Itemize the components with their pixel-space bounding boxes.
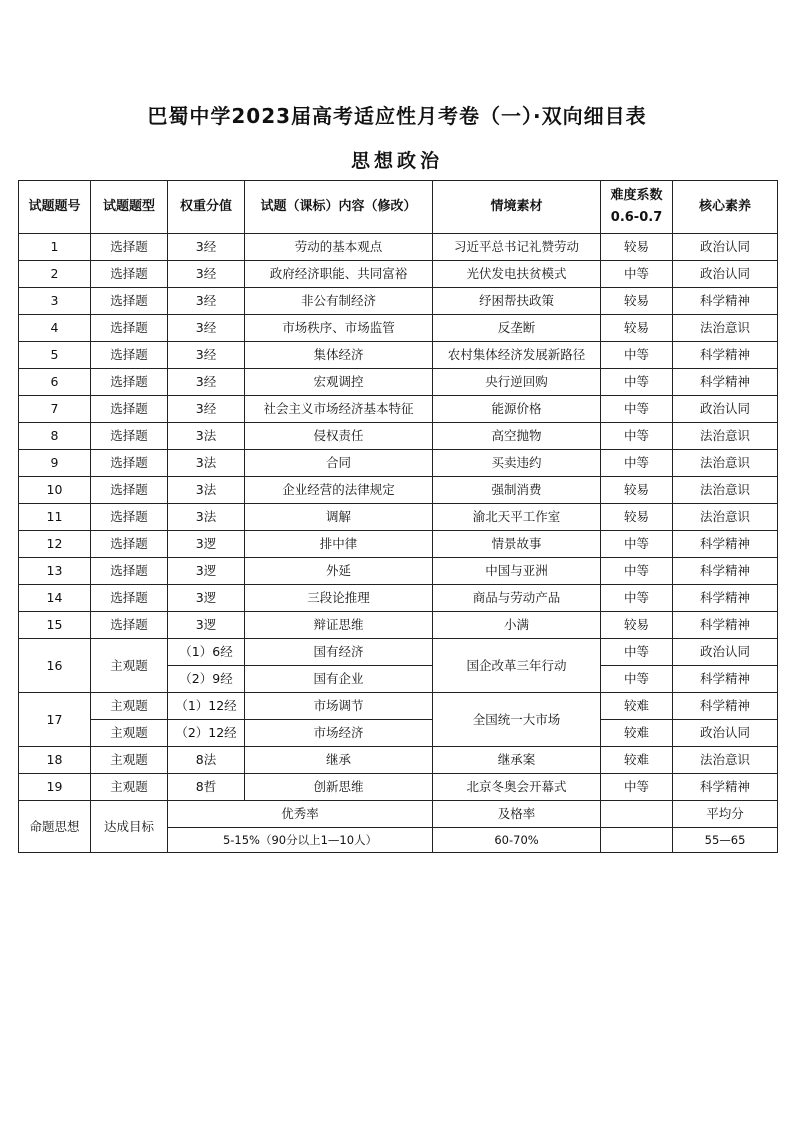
table-row xyxy=(19,558,778,585)
footer-pass-label: 及格率 xyxy=(433,801,601,828)
footer-pass-value: 60-70% xyxy=(433,828,601,853)
cell-question-no: 8 xyxy=(19,423,91,450)
cell-question-no: 17 xyxy=(19,693,91,747)
table-row xyxy=(19,747,778,774)
cell-weight: 3法 xyxy=(168,423,245,450)
cell-question-no: 12 xyxy=(19,531,91,558)
cell-question-no: 13 xyxy=(19,558,91,585)
cell-weight: 8哲 xyxy=(168,774,245,801)
cell-weight: 3逻 xyxy=(168,558,245,585)
cell-weight: 3经 xyxy=(168,369,245,396)
cell-context: 反垄断 xyxy=(433,315,601,342)
cell-question-type: 选择题 xyxy=(91,261,168,288)
table-row xyxy=(19,477,778,504)
cell-literacy: 法治意识 xyxy=(673,450,778,477)
cell-question-no: 19 xyxy=(19,774,91,801)
header-difficulty-label: 难度系数 xyxy=(610,188,663,203)
cell-weight: 3逻 xyxy=(168,612,245,639)
cell-question-no: 2 xyxy=(19,261,91,288)
table-body xyxy=(19,234,778,853)
cell-difficulty: 较易 xyxy=(601,504,673,531)
cell-difficulty: 较难 xyxy=(601,693,673,720)
cell-content: 调解 xyxy=(245,504,433,531)
cell-content: 排中律 xyxy=(245,531,433,558)
footer-avg-label: 平均分 xyxy=(673,801,778,828)
cell-difficulty: 中等 xyxy=(601,531,673,558)
cell-weight: 8法 xyxy=(168,747,245,774)
cell-difficulty: 中等 xyxy=(601,639,673,666)
cell-content: 国有经济 xyxy=(245,639,433,666)
header-question-no: 试题题号 xyxy=(19,181,91,234)
document-subtitle: 思想政治 xyxy=(350,150,443,172)
cell-literacy: 政治认同 xyxy=(673,396,778,423)
cell-literacy: 法治意识 xyxy=(673,504,778,531)
cell-context: 情景故事 xyxy=(433,531,601,558)
cell-context: 习近平总书记礼赞劳动 xyxy=(433,234,601,261)
cell-difficulty: 中等 xyxy=(601,369,673,396)
cell-question-type: 选择题 xyxy=(91,234,168,261)
footer-goal: 达成目标 xyxy=(91,801,168,853)
header-weight: 权重分值 xyxy=(168,181,245,234)
cell-weight: 3经 xyxy=(168,288,245,315)
table-row xyxy=(19,369,778,396)
cell-literacy: 法治意识 xyxy=(673,477,778,504)
cell-content: 外延 xyxy=(245,558,433,585)
cell-literacy: 科学精神 xyxy=(673,612,778,639)
cell-weight: （2）9经 xyxy=(168,666,245,693)
cell-question-type: 选择题 xyxy=(91,585,168,612)
cell-context: 继承案 xyxy=(433,747,601,774)
cell-context: 农村集体经济发展新路径 xyxy=(433,342,601,369)
cell-difficulty: 中等 xyxy=(601,342,673,369)
cell-weight: 3法 xyxy=(168,504,245,531)
cell-literacy: 法治意识 xyxy=(673,315,778,342)
table-row xyxy=(19,234,778,261)
header-difficulty-range: 0.6-0.7 xyxy=(610,210,663,225)
table-row xyxy=(19,288,778,315)
document-title: 巴蜀中学2023届高考适应性月考卷（一）·双向细目表 xyxy=(147,104,647,128)
specification-table xyxy=(18,180,778,853)
header-difficulty xyxy=(601,181,673,234)
header-context: 情境素材 xyxy=(433,181,601,234)
cell-difficulty: 中等 xyxy=(601,585,673,612)
cell-question-type: 选择题 xyxy=(91,504,168,531)
table-row xyxy=(19,639,778,666)
cell-question-type: 主观题 xyxy=(91,747,168,774)
cell-literacy: 科学精神 xyxy=(673,531,778,558)
cell-content: 侵权责任 xyxy=(245,423,433,450)
cell-question-no: 1 xyxy=(19,234,91,261)
table-row xyxy=(19,612,778,639)
cell-difficulty: 较易 xyxy=(601,612,673,639)
cell-difficulty: 中等 xyxy=(601,774,673,801)
cell-literacy: 科学精神 xyxy=(673,585,778,612)
cell-context: 国企改革三年行动 xyxy=(433,639,601,693)
cell-content: 国有企业 xyxy=(245,666,433,693)
cell-question-no: 14 xyxy=(19,585,91,612)
cell-question-no: 15 xyxy=(19,612,91,639)
cell-literacy: 科学精神 xyxy=(673,774,778,801)
cell-weight: （2）12经 xyxy=(168,720,245,747)
cell-context: 纾困帮扶政策 xyxy=(433,288,601,315)
cell-question-no: 7 xyxy=(19,396,91,423)
cell-difficulty: 较易 xyxy=(601,315,673,342)
cell-question-type: 选择题 xyxy=(91,342,168,369)
cell-question-no: 10 xyxy=(19,477,91,504)
cell-question-type: 选择题 xyxy=(91,612,168,639)
cell-question-no: 4 xyxy=(19,315,91,342)
cell-difficulty: 中等 xyxy=(601,450,673,477)
cell-literacy: 政治认同 xyxy=(673,234,778,261)
footer-row-labels xyxy=(19,801,778,828)
cell-context: 光伏发电扶贫模式 xyxy=(433,261,601,288)
cell-question-no: 18 xyxy=(19,747,91,774)
cell-literacy: 科学精神 xyxy=(673,666,778,693)
cell-question-type: 主观题 xyxy=(91,693,168,720)
cell-context: 强制消费 xyxy=(433,477,601,504)
cell-context: 高空抛物 xyxy=(433,423,601,450)
cell-content: 非公有制经济 xyxy=(245,288,433,315)
table-row xyxy=(19,315,778,342)
cell-question-no: 9 xyxy=(19,450,91,477)
cell-content: 市场经济 xyxy=(245,720,433,747)
cell-difficulty: 中等 xyxy=(601,423,673,450)
cell-content: 创新思维 xyxy=(245,774,433,801)
cell-weight: 3经 xyxy=(168,261,245,288)
cell-question-type: 选择题 xyxy=(91,423,168,450)
cell-weight: 3逻 xyxy=(168,585,245,612)
cell-content: 宏观调控 xyxy=(245,369,433,396)
cell-content: 社会主义市场经济基本特征 xyxy=(245,396,433,423)
table-row xyxy=(19,693,778,720)
cell-content: 合同 xyxy=(245,450,433,477)
cell-difficulty: 较易 xyxy=(601,288,673,315)
cell-question-no: 5 xyxy=(19,342,91,369)
cell-weight: 3经 xyxy=(168,396,245,423)
cell-weight: 3经 xyxy=(168,234,245,261)
table-row xyxy=(19,720,778,747)
cell-question-type: 选择题 xyxy=(91,396,168,423)
cell-literacy: 政治认同 xyxy=(673,720,778,747)
footer-avg-value: 55—65 xyxy=(673,828,778,853)
cell-question-type: 主观题 xyxy=(91,639,168,693)
cell-content: 辩证思维 xyxy=(245,612,433,639)
cell-question-type: 选择题 xyxy=(91,369,168,396)
footer-excellent-label: 优秀率 xyxy=(168,801,433,828)
cell-context: 中国与亚洲 xyxy=(433,558,601,585)
cell-question-no: 6 xyxy=(19,369,91,396)
cell-weight: 3法 xyxy=(168,450,245,477)
cell-context: 买卖违约 xyxy=(433,450,601,477)
header-literacy: 核心素养 xyxy=(673,181,778,234)
cell-literacy: 政治认同 xyxy=(673,261,778,288)
cell-difficulty: 中等 xyxy=(601,396,673,423)
cell-weight: 3法 xyxy=(168,477,245,504)
cell-literacy: 科学精神 xyxy=(673,369,778,396)
cell-literacy: 法治意识 xyxy=(673,423,778,450)
cell-content: 市场秩序、市场监管 xyxy=(245,315,433,342)
cell-context: 商品与劳动产品 xyxy=(433,585,601,612)
cell-question-type: 主观题 xyxy=(91,720,168,747)
cell-literacy: 法治意识 xyxy=(673,747,778,774)
cell-difficulty: 较易 xyxy=(601,234,673,261)
footer-label: 命题思想 xyxy=(19,801,91,853)
cell-difficulty: 中等 xyxy=(601,666,673,693)
cell-literacy: 科学精神 xyxy=(673,342,778,369)
cell-difficulty: 较难 xyxy=(601,747,673,774)
cell-context: 能源价格 xyxy=(433,396,601,423)
cell-question-type: 选择题 xyxy=(91,450,168,477)
table-row xyxy=(19,396,778,423)
cell-content: 继承 xyxy=(245,747,433,774)
cell-weight: （1）6经 xyxy=(168,639,245,666)
cell-question-type: 选择题 xyxy=(91,315,168,342)
cell-weight: 3经 xyxy=(168,315,245,342)
footer-empty xyxy=(601,828,673,853)
table-row xyxy=(19,423,778,450)
cell-context: 北京冬奥会开幕式 xyxy=(433,774,601,801)
cell-content: 企业经营的法律规定 xyxy=(245,477,433,504)
footer-excellent-value: 5-15%（90分以上1—10人） xyxy=(168,828,433,853)
table-row xyxy=(19,531,778,558)
cell-difficulty: 较易 xyxy=(601,477,673,504)
footer-empty xyxy=(601,801,673,828)
table-row xyxy=(19,774,778,801)
cell-context: 小满 xyxy=(433,612,601,639)
cell-content: 市场调节 xyxy=(245,693,433,720)
table-row xyxy=(19,585,778,612)
cell-weight: （1）12经 xyxy=(168,693,245,720)
cell-question-type: 选择题 xyxy=(91,558,168,585)
table-row xyxy=(19,504,778,531)
cell-difficulty: 中等 xyxy=(601,558,673,585)
table-row xyxy=(19,261,778,288)
cell-question-no: 3 xyxy=(19,288,91,315)
cell-literacy: 科学精神 xyxy=(673,558,778,585)
cell-question-type: 主观题 xyxy=(91,774,168,801)
cell-question-no: 16 xyxy=(19,639,91,693)
cell-content: 集体经济 xyxy=(245,342,433,369)
cell-difficulty: 较难 xyxy=(601,720,673,747)
cell-literacy: 政治认同 xyxy=(673,639,778,666)
cell-context: 渝北天平工作室 xyxy=(433,504,601,531)
cell-context: 央行逆回购 xyxy=(433,369,601,396)
cell-weight: 3经 xyxy=(168,342,245,369)
header-question-type: 试题题型 xyxy=(91,181,168,234)
cell-content: 劳动的基本观点 xyxy=(245,234,433,261)
cell-literacy: 科学精神 xyxy=(673,693,778,720)
cell-content: 三段论推理 xyxy=(245,585,433,612)
header-content: 试题（课标）内容（修改） xyxy=(245,181,433,234)
cell-question-type: 选择题 xyxy=(91,531,168,558)
cell-question-type: 选择题 xyxy=(91,477,168,504)
cell-literacy: 科学精神 xyxy=(673,288,778,315)
table-header-row xyxy=(19,181,778,234)
cell-question-type: 选择题 xyxy=(91,288,168,315)
cell-context: 全国统一大市场 xyxy=(433,693,601,747)
cell-question-no: 11 xyxy=(19,504,91,531)
cell-weight: 3逻 xyxy=(168,531,245,558)
table-row xyxy=(19,450,778,477)
cell-content: 政府经济职能、共同富裕 xyxy=(245,261,433,288)
table-row xyxy=(19,342,778,369)
cell-difficulty: 中等 xyxy=(601,261,673,288)
